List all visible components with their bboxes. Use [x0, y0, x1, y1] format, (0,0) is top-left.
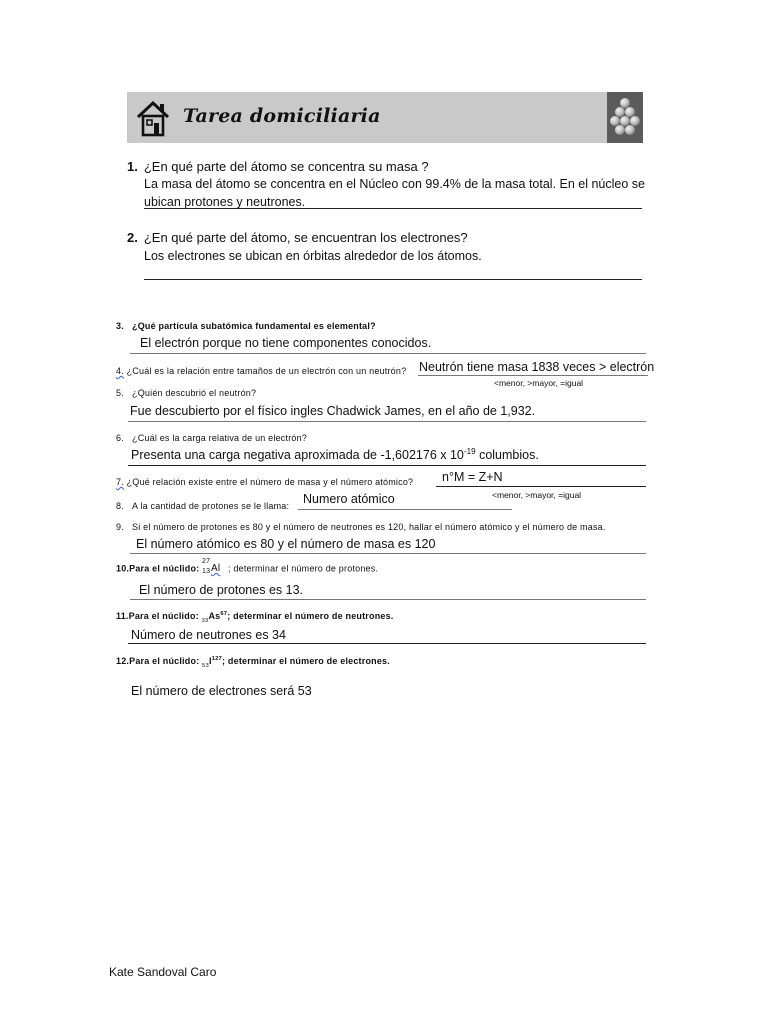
question-number: 8. [116, 501, 124, 511]
nuclide-al [202, 558, 228, 575]
question-10 [116, 558, 379, 575]
question-text: ¿Qué relación existe entre el número de masa y el número atómico? [126, 477, 414, 487]
answer-line [130, 599, 646, 600]
answer-line [130, 353, 646, 354]
answer-line [128, 643, 646, 644]
answer-line [436, 486, 646, 487]
question-number: 10. [116, 563, 130, 574]
answer-11: Número de neutrones es 34 [131, 628, 286, 642]
question-number: 12. [116, 656, 130, 666]
atomic-number: 33 [201, 617, 209, 624]
atomic-number: 53 [202, 662, 209, 669]
question-number: 11. [116, 611, 129, 621]
mass-number: 127 [211, 656, 223, 662]
author-name: Kate Sandoval Caro [109, 965, 217, 979]
answer-2: Los electrones se ubican en órbitas alrededor de los átomos. [144, 249, 482, 263]
question-text: ¿Cuál es la carga relativa de un electrón? [132, 433, 308, 443]
answer-7: n°M = Z+N [442, 470, 503, 484]
answer-line [144, 208, 642, 209]
question-7 [116, 477, 413, 487]
comparison-hint: <menor, >mayor, =igual [492, 490, 582, 500]
question-text: ¿Quién descubrió el neutrón? [132, 388, 257, 398]
answer-10: El número de protones es 13. [139, 583, 303, 597]
atomic-number: 13 [202, 568, 211, 575]
question-text: ¿En qué parte del átomo, se encuentran los electrones? [143, 230, 468, 245]
element-symbol: I [208, 656, 212, 666]
question-text: ; determinar el número de electrones. [222, 656, 390, 666]
question-number: 9. [116, 522, 124, 532]
question-text: Para el núclido: [129, 563, 203, 574]
question-text: ¿Cuál es la relación entre tamaños de un electrón con un neutrón? [126, 366, 407, 376]
question-text: Si el número de protones es 80 y el número de neutrones es 120, hallar el número atómico y el número de masa. [132, 522, 606, 532]
logo-panel [607, 92, 643, 143]
mass-number: 27 [202, 558, 211, 565]
question-3 [116, 321, 376, 331]
question-8 [116, 501, 289, 511]
spheres-pyramid-icon [607, 92, 643, 143]
answer-9: El número atómico es 80 y el número de masa es 120 [136, 537, 436, 551]
answer-4: Neutrón tiene masa 1838 veces > electrón [419, 360, 655, 374]
answer-1-line-1: La masa del átomo se concentra en el Núcleo con 99.4% de la masa total. En el núcleo se [144, 177, 645, 191]
answer-text: Presenta una carga negativa aproximada de -1,602176 x 10 [131, 448, 464, 462]
answer-12: El número de electrones será 53 [131, 684, 312, 698]
question-text: ; determinar el número de protones. [228, 563, 379, 574]
answer-line [128, 421, 646, 422]
question-9 [116, 522, 606, 532]
question-2 [127, 230, 468, 245]
answer-3: El electrón porque no tiene componentes conocidos. [140, 336, 432, 350]
question-1 [127, 159, 429, 174]
element-symbol: Al [211, 563, 221, 574]
question-4 [116, 366, 406, 376]
question-11 [116, 611, 394, 624]
question-6 [116, 433, 307, 443]
question-number: 3. [116, 321, 124, 331]
question-text: ¿Qué partícula subatómica fundamental es elemental? [132, 321, 376, 331]
question-text: Para el núclido: [129, 656, 203, 666]
question-text: ; determinar el número de neutrones. [227, 611, 394, 621]
answer-line [130, 553, 646, 554]
answer-line [128, 465, 646, 466]
answer-6 [131, 448, 539, 462]
answer-line [298, 509, 512, 510]
question-number: 5. [116, 388, 124, 398]
header-banner [127, 92, 643, 143]
question-number: 6. [116, 433, 124, 443]
mass-number: 67 [220, 611, 228, 617]
question-12 [116, 656, 390, 669]
exponent: -19 [463, 446, 476, 456]
question-text: ¿En qué parte del átomo se concentra su masa ? [143, 159, 429, 174]
answer-8: Numero atómico [303, 492, 395, 506]
answer-line [418, 375, 648, 376]
page-title: Tarea domiciliaria [183, 105, 381, 127]
question-number: 4. [116, 366, 124, 376]
question-5 [116, 388, 256, 398]
question-number: 1. [127, 159, 138, 174]
answer-text: columbios. [475, 448, 539, 462]
element-symbol: As [208, 611, 221, 621]
question-text: Para el núclido: [128, 611, 202, 621]
answer-1-line-2: ubican protones y neutrones. [144, 195, 306, 209]
question-number: 2. [127, 230, 138, 245]
answer-5: Fue descubierto por el físico ingles Chadwick James, en el año de 1,932. [130, 404, 536, 418]
question-number: 7. [116, 477, 124, 487]
comparison-hint: <menor, >mayor, =igual [494, 378, 584, 388]
question-text: A la cantidad de protones se le llama: [132, 501, 290, 511]
house-icon [136, 99, 170, 137]
answer-line [144, 279, 642, 280]
